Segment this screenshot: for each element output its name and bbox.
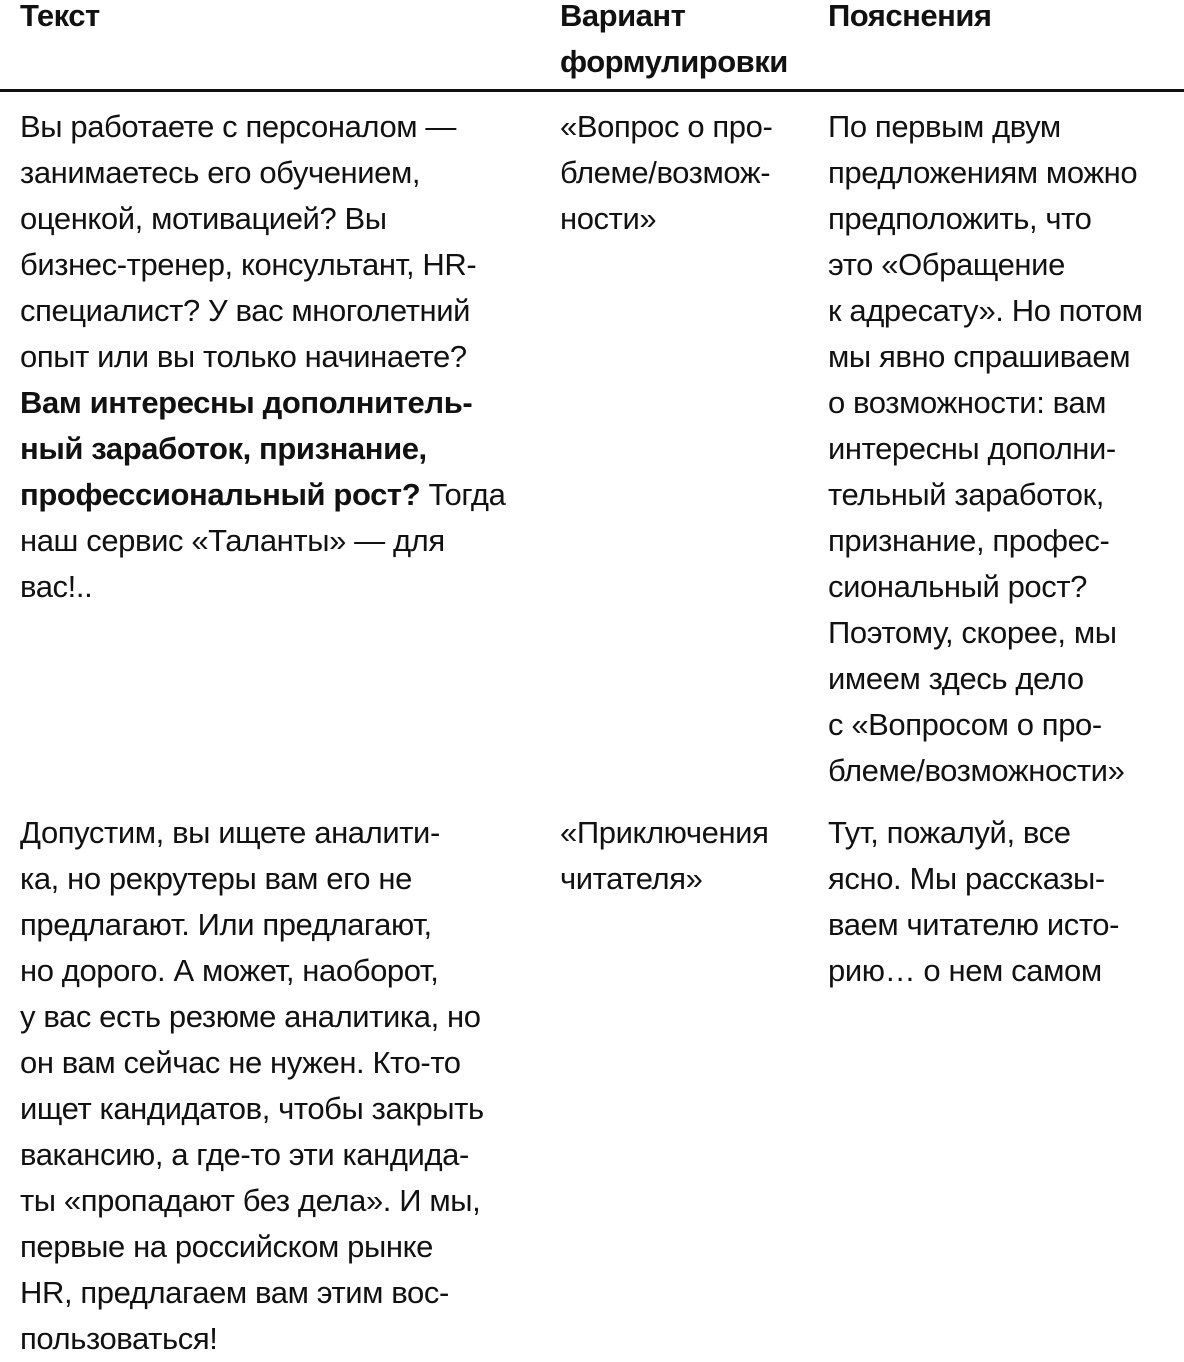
notes-line: мы явно спрашиваем — [828, 339, 1131, 374]
text-line: Допустим, вы ищете аналити- — [20, 815, 440, 850]
header-notes: Пояснения — [828, 0, 992, 33]
text-line: ный заработок, признание, — [20, 431, 427, 466]
text-line: он вам сейчас не нужен. Кто-то — [20, 1045, 461, 1080]
header-variant-line: формулировки — [560, 44, 788, 79]
text-line: специалист? У вас многолетний — [20, 293, 471, 328]
variant-line: блеме/возмож- — [560, 155, 771, 190]
row2-variant-cell — [560, 810, 810, 902]
text-line: вас!.. — [20, 569, 93, 604]
text-line: ищет кандидатов, чтобы закрыть — [20, 1091, 484, 1126]
text-line: вакансию, а где-то эти кандида- — [20, 1137, 469, 1172]
notes-line: ваем читателю исто- — [828, 907, 1120, 942]
text-line: первые на российском рынке — [20, 1229, 433, 1264]
notes-line: предложениям можно — [828, 155, 1138, 190]
notes-line: это «Обращение — [828, 247, 1065, 282]
notes-line: с «Вопросом о про- — [828, 707, 1102, 742]
header-variant-line: Вариант — [560, 0, 686, 33]
notes-line: рию… о нем самом — [828, 953, 1102, 988]
notes-line: блеме/возможности» — [828, 753, 1125, 788]
text-line: оценкой, мотивацией? Вы — [20, 201, 387, 236]
header-divider — [0, 89, 1184, 92]
header-text: Текст — [20, 0, 100, 33]
notes-line: Поэтому, скорее, мы — [828, 615, 1117, 650]
row1-variant-cell — [560, 104, 810, 242]
notes-line: интересны дополни- — [828, 431, 1116, 466]
text-line: бизнес-тренер, консультант, HR- — [20, 247, 477, 282]
text-line: ка, но рекрутеры вам его не — [20, 861, 412, 896]
row2-text-cell — [20, 810, 540, 1362]
notes-line: сиональный рост? — [828, 569, 1088, 604]
text-line: Вы работаете с персоналом — — [20, 109, 457, 144]
notes-line: По первым двум — [828, 109, 1061, 144]
text-line: у вас есть резюме аналитика, но — [20, 999, 481, 1034]
notes-line: признание, профес- — [828, 523, 1110, 558]
text-line: ты «пропадают без дела». И мы, — [20, 1183, 481, 1218]
notes-line: ясно. Мы рассказы- — [828, 861, 1105, 896]
notes-line: к адресату». Но потом — [828, 293, 1143, 328]
variant-line: «Вопрос о про- — [560, 109, 773, 144]
text-line: предлагают. Или предлагают, — [20, 907, 432, 942]
variant-line: ности» — [560, 201, 657, 236]
notes-line: о возможности: вам — [828, 385, 1107, 420]
text-line: наш сервис «Таланты» — для — [20, 523, 445, 558]
text-line: Вам интересны дополнитель- — [20, 385, 473, 420]
row1-text-cell — [20, 104, 540, 610]
text-line: профессиональный рост? Тогда — [20, 477, 506, 512]
text-line: опыт или вы только начинаете? — [20, 339, 467, 374]
text-line: HR, предлагаем вам этим вос- — [20, 1275, 449, 1310]
notes-line: имеем здесь дело — [828, 661, 1084, 696]
variant-line: читателя» — [560, 861, 703, 896]
notes-line: тельный заработок, — [828, 477, 1104, 512]
header-variant — [560, 0, 810, 86]
notes-line: Тут, пожалуй, все — [828, 815, 1071, 850]
notes-line: предположить, что — [828, 201, 1092, 236]
row1-notes-cell — [828, 104, 1178, 794]
text-line: занимаетесь его обучением, — [20, 155, 421, 190]
text-line: пользоваться! — [20, 1321, 218, 1356]
row2-notes-cell — [828, 810, 1178, 994]
text-line: но дорого. А может, наоборот, — [20, 953, 439, 988]
variant-line: «Приключения — [560, 815, 769, 850]
